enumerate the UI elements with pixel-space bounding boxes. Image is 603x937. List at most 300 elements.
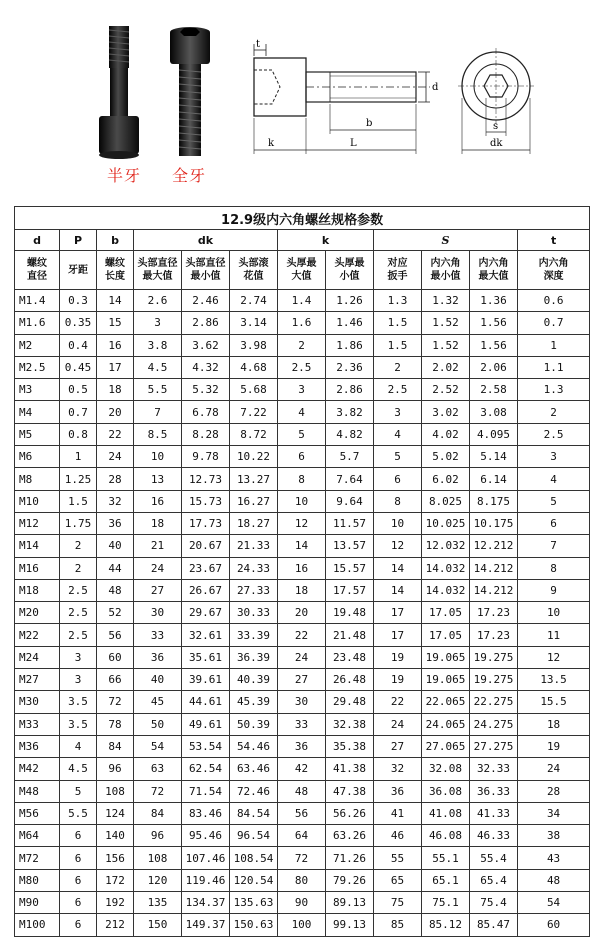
value-cell: 0.8	[60, 423, 97, 445]
value-cell: 85.12	[422, 914, 470, 936]
value-cell: 95.46	[182, 825, 230, 847]
header-d: d	[15, 230, 60, 251]
value-cell: 63.46	[230, 758, 278, 780]
value-cell: 120.54	[230, 869, 278, 891]
value-cell: 13.5	[518, 669, 590, 691]
half-thread-bolt-image	[95, 24, 155, 162]
value-cell: 7	[518, 535, 590, 557]
value-cell: 10.025	[422, 512, 470, 534]
subheader-head-thick-max	[278, 251, 326, 290]
value-cell: 0.4	[60, 334, 97, 356]
value-cell: 26.48	[326, 669, 374, 691]
value-cell: 24	[518, 758, 590, 780]
value-cell: 1.26	[326, 290, 374, 312]
table-row	[15, 669, 590, 691]
size-cell: M22	[15, 624, 60, 646]
value-cell: 14.212	[470, 557, 518, 579]
table-row	[15, 356, 590, 378]
size-cell: M90	[15, 892, 60, 914]
table-row	[15, 535, 590, 557]
value-cell: 72.46	[230, 780, 278, 802]
label-s: s	[493, 121, 499, 132]
value-cell: 29.67	[182, 602, 230, 624]
value-cell: 22	[278, 624, 326, 646]
value-cell: 36	[134, 646, 182, 668]
value-cell: 3	[278, 379, 326, 401]
value-cell: 15	[97, 312, 134, 334]
value-cell: 27.33	[230, 579, 278, 601]
value-cell: 3.8	[134, 334, 182, 356]
value-cell: 4.32	[182, 356, 230, 378]
value-cell: 3.62	[182, 334, 230, 356]
value-cell: 2.6	[134, 290, 182, 312]
value-cell: 14	[97, 290, 134, 312]
table-row	[15, 334, 590, 356]
value-cell: 34	[518, 802, 590, 824]
value-cell: 50	[134, 713, 182, 735]
value-cell: 2.5	[518, 423, 590, 445]
value-cell: 38	[518, 825, 590, 847]
value-cell: 42	[278, 758, 326, 780]
value-cell: 46.08	[422, 825, 470, 847]
value-cell: 89.13	[326, 892, 374, 914]
size-cell: M3	[15, 379, 60, 401]
value-cell: 65	[374, 869, 422, 891]
value-cell: 75	[374, 892, 422, 914]
value-cell: 0.7	[518, 312, 590, 334]
value-cell: 10	[374, 512, 422, 534]
value-cell: 6	[60, 892, 97, 914]
value-cell: 6	[374, 468, 422, 490]
value-cell: 21.33	[230, 535, 278, 557]
value-cell: 17.05	[422, 624, 470, 646]
table-row	[15, 468, 590, 490]
table-row	[15, 512, 590, 534]
size-cell: M36	[15, 735, 60, 757]
value-cell: 18.27	[230, 512, 278, 534]
value-cell: 78	[97, 713, 134, 735]
value-cell: 32	[374, 758, 422, 780]
value-cell: 2.5	[60, 579, 97, 601]
value-cell: 39.61	[182, 669, 230, 691]
value-cell: 27	[278, 669, 326, 691]
size-cell: M100	[15, 914, 60, 936]
value-cell: 17.23	[470, 602, 518, 624]
value-cell: 12	[278, 512, 326, 534]
label-b: b	[366, 118, 373, 129]
value-cell: 84	[134, 802, 182, 824]
value-cell: 19.48	[326, 602, 374, 624]
value-cell: 0.3	[60, 290, 97, 312]
value-cell: 19.065	[422, 646, 470, 668]
value-cell: 13	[134, 468, 182, 490]
value-cell: 2.06	[470, 356, 518, 378]
value-cell: 2.5	[60, 624, 97, 646]
value-cell: 134.37	[182, 892, 230, 914]
table-row	[15, 602, 590, 624]
value-cell: 22.275	[470, 691, 518, 713]
header-illustrations	[0, 0, 603, 200]
value-cell: 54	[134, 735, 182, 757]
value-cell: 29.48	[326, 691, 374, 713]
value-cell: 19	[374, 646, 422, 668]
size-cell: M48	[15, 780, 60, 802]
value-cell: 6	[60, 847, 97, 869]
value-cell: 55.4	[470, 847, 518, 869]
value-cell: 46.33	[470, 825, 518, 847]
header-b: b	[97, 230, 134, 251]
size-cell: M1.4	[15, 290, 60, 312]
value-cell: 10	[134, 446, 182, 468]
value-cell: 11.57	[326, 512, 374, 534]
value-cell: 0.45	[60, 356, 97, 378]
value-cell: 14	[278, 535, 326, 557]
value-cell: 36.33	[470, 780, 518, 802]
subheader-hex-max	[470, 251, 518, 290]
value-cell: 71.54	[182, 780, 230, 802]
value-cell: 5	[278, 423, 326, 445]
value-cell: 8.72	[230, 423, 278, 445]
value-cell: 2.86	[182, 312, 230, 334]
value-cell: 32	[97, 490, 134, 512]
header-dk: dk	[134, 230, 278, 251]
value-cell: 5	[60, 780, 97, 802]
value-cell: 72	[278, 847, 326, 869]
value-cell: 6	[60, 869, 97, 891]
table-row	[15, 869, 590, 891]
value-cell: 15.5	[518, 691, 590, 713]
subheader-line: 最大值	[142, 271, 173, 282]
full-thread-bolt-image	[160, 24, 220, 162]
size-cell: M27	[15, 669, 60, 691]
value-cell: 62.54	[182, 758, 230, 780]
value-cell: 12	[518, 646, 590, 668]
value-cell: 10.22	[230, 446, 278, 468]
value-cell: 16	[278, 557, 326, 579]
size-cell: M64	[15, 825, 60, 847]
size-cell: M33	[15, 713, 60, 735]
value-cell: 54.46	[230, 735, 278, 757]
value-cell: 149.37	[182, 914, 230, 936]
value-cell: 2	[278, 334, 326, 356]
subheader-hex-depth	[518, 251, 590, 290]
value-cell: 41	[374, 802, 422, 824]
subheader-line: 对应	[387, 258, 408, 269]
subheader-line: 头部直径	[137, 258, 178, 269]
value-cell: 140	[97, 825, 134, 847]
subheader-line: 直径	[27, 271, 47, 282]
value-cell: 4	[60, 735, 97, 757]
value-cell: 5.14	[470, 446, 518, 468]
value-cell: 17	[374, 624, 422, 646]
value-cell: 1.4	[278, 290, 326, 312]
value-cell: 41.33	[470, 802, 518, 824]
value-cell: 23.48	[326, 646, 374, 668]
value-cell: 1.3	[518, 379, 590, 401]
value-cell: 108	[134, 847, 182, 869]
value-cell: 99.13	[326, 914, 374, 936]
value-cell: 2.52	[422, 379, 470, 401]
value-cell: 56	[97, 624, 134, 646]
size-cell: M16	[15, 557, 60, 579]
size-cell: M72	[15, 847, 60, 869]
value-cell: 54	[518, 892, 590, 914]
value-cell: 28	[97, 468, 134, 490]
value-cell: 9	[518, 579, 590, 601]
size-cell: M14	[15, 535, 60, 557]
value-cell: 1.75	[60, 512, 97, 534]
value-cell: 4.68	[230, 356, 278, 378]
value-cell: 3	[374, 401, 422, 423]
value-cell: 1.56	[470, 334, 518, 356]
value-cell: 17.23	[470, 624, 518, 646]
value-cell: 66	[97, 669, 134, 691]
value-cell: 84.54	[230, 802, 278, 824]
value-cell: 4.82	[326, 423, 374, 445]
value-cell: 80	[278, 869, 326, 891]
value-cell: 1	[60, 446, 97, 468]
full-thread-label: 全牙	[172, 166, 207, 185]
value-cell: 4.02	[422, 423, 470, 445]
value-cell: 2.86	[326, 379, 374, 401]
value-cell: 16	[134, 490, 182, 512]
value-cell: 7.22	[230, 401, 278, 423]
value-cell: 6	[60, 914, 97, 936]
subheader-line: 螺纹	[105, 258, 125, 269]
value-cell: 18	[518, 713, 590, 735]
table-row	[15, 557, 590, 579]
table-row	[15, 713, 590, 735]
value-cell: 1.52	[422, 312, 470, 334]
value-cell: 40.39	[230, 669, 278, 691]
value-cell: 9.64	[326, 490, 374, 512]
bolt-dimension-drawing	[240, 38, 580, 158]
size-cell: M10	[15, 490, 60, 512]
value-cell: 18	[97, 379, 134, 401]
value-cell: 14	[374, 557, 422, 579]
value-cell: 75.1	[422, 892, 470, 914]
subheader-line: 最小值	[430, 271, 461, 282]
value-cell: 1.5	[60, 490, 97, 512]
subheader-wrench	[374, 251, 422, 290]
subheader-line: 深度	[543, 271, 564, 282]
value-cell: 3.5	[60, 713, 97, 735]
value-cell: 5.5	[60, 802, 97, 824]
subheader-line: 内六角	[430, 258, 461, 269]
value-cell: 21	[134, 535, 182, 557]
value-cell: 2.5	[278, 356, 326, 378]
value-cell: 3.08	[470, 401, 518, 423]
label-k: k	[268, 138, 275, 149]
value-cell: 9.78	[182, 446, 230, 468]
value-cell: 26.67	[182, 579, 230, 601]
value-cell: 96.54	[230, 825, 278, 847]
value-cell: 6.78	[182, 401, 230, 423]
subheader-line: 内六角	[478, 258, 509, 269]
subheader-thread-length	[97, 251, 134, 290]
value-cell: 48	[97, 579, 134, 601]
value-cell: 8.025	[422, 490, 470, 512]
value-cell: 3.82	[326, 401, 374, 423]
value-cell: 60	[97, 646, 134, 668]
size-cell: M1.6	[15, 312, 60, 334]
value-cell: 1.56	[470, 312, 518, 334]
value-cell: 24	[374, 713, 422, 735]
value-cell: 33	[134, 624, 182, 646]
value-cell: 50.39	[230, 713, 278, 735]
value-cell: 85	[374, 914, 422, 936]
value-cell: 41.08	[422, 802, 470, 824]
subheader-line: 最大值	[478, 271, 509, 282]
header-t: t	[518, 230, 590, 251]
header-s: S	[374, 230, 518, 251]
value-cell: 12	[374, 535, 422, 557]
header-p: P	[60, 230, 97, 251]
label-dk: dk	[490, 138, 503, 149]
value-cell: 11	[518, 624, 590, 646]
size-cell: M56	[15, 802, 60, 824]
value-cell: 84	[97, 735, 134, 757]
value-cell: 1.52	[422, 334, 470, 356]
value-cell: 192	[97, 892, 134, 914]
value-cell: 150	[134, 914, 182, 936]
value-cell: 5.68	[230, 379, 278, 401]
value-cell: 24	[134, 557, 182, 579]
value-cell: 3.14	[230, 312, 278, 334]
value-cell: 90	[278, 892, 326, 914]
value-cell: 172	[97, 869, 134, 891]
value-cell: 1.5	[374, 312, 422, 334]
value-cell: 36	[374, 780, 422, 802]
table-row	[15, 490, 590, 512]
value-cell: 119.46	[182, 869, 230, 891]
value-cell: 40	[134, 669, 182, 691]
value-cell: 0.6	[518, 290, 590, 312]
table-row	[15, 914, 590, 936]
value-cell: 24.065	[422, 713, 470, 735]
value-cell: 15.73	[182, 490, 230, 512]
value-cell: 12.73	[182, 468, 230, 490]
value-cell: 49.61	[182, 713, 230, 735]
table-row	[15, 446, 590, 468]
value-cell: 3	[60, 669, 97, 691]
subheader-pitch: 牙距	[60, 251, 97, 290]
value-cell: 27.065	[422, 735, 470, 757]
table-row	[15, 758, 590, 780]
subheader-line: 头部滚	[238, 258, 269, 269]
value-cell: 3.02	[422, 401, 470, 423]
subheader-hex-min	[422, 251, 470, 290]
value-cell: 22	[374, 691, 422, 713]
size-cell: M20	[15, 602, 60, 624]
value-cell: 72	[134, 780, 182, 802]
value-cell: 19.065	[422, 669, 470, 691]
subheader-line: 最小值	[190, 271, 221, 282]
value-cell: 32.38	[326, 713, 374, 735]
value-cell: 30	[278, 691, 326, 713]
value-cell: 21.48	[326, 624, 374, 646]
value-cell: 19.275	[470, 646, 518, 668]
value-cell: 45	[134, 691, 182, 713]
value-cell: 60	[518, 914, 590, 936]
size-cell: M12	[15, 512, 60, 534]
value-cell: 2.36	[326, 356, 374, 378]
value-cell: 107.46	[182, 847, 230, 869]
value-cell: 18	[134, 512, 182, 534]
value-cell: 0.35	[60, 312, 97, 334]
size-cell: M5	[15, 423, 60, 445]
value-cell: 24	[278, 646, 326, 668]
value-cell: 212	[97, 914, 134, 936]
value-cell: 16.27	[230, 490, 278, 512]
value-cell: 15.57	[326, 557, 374, 579]
value-cell: 4.095	[470, 423, 518, 445]
value-cell: 2.74	[230, 290, 278, 312]
value-cell: 12.032	[422, 535, 470, 557]
subheader-head-dia-max	[134, 251, 182, 290]
table-row	[15, 735, 590, 757]
value-cell: 5.32	[182, 379, 230, 401]
value-cell: 1.46	[326, 312, 374, 334]
value-cell: 32.61	[182, 624, 230, 646]
value-cell: 8.28	[182, 423, 230, 445]
value-cell: 27.275	[470, 735, 518, 757]
subheader-line: 头厚最	[334, 258, 365, 269]
value-cell: 2	[374, 356, 422, 378]
table-row	[15, 312, 590, 334]
subheader-thread-diameter	[15, 251, 60, 290]
value-cell: 64	[278, 825, 326, 847]
spec-table	[14, 206, 590, 937]
value-cell: 46	[374, 825, 422, 847]
value-cell: 17	[374, 602, 422, 624]
value-cell: 96	[134, 825, 182, 847]
value-cell: 5.02	[422, 446, 470, 468]
value-cell: 6	[60, 825, 97, 847]
value-cell: 3	[60, 646, 97, 668]
value-cell: 16	[97, 334, 134, 356]
value-cell: 1.25	[60, 468, 97, 490]
value-cell: 55.1	[422, 847, 470, 869]
value-cell: 18	[278, 579, 326, 601]
table-row	[15, 646, 590, 668]
value-cell: 85.47	[470, 914, 518, 936]
value-cell: 7	[134, 401, 182, 423]
value-cell: 7.64	[326, 468, 374, 490]
value-cell: 12.212	[470, 535, 518, 557]
table-row	[15, 579, 590, 601]
size-cell: M8	[15, 468, 60, 490]
value-cell: 4	[278, 401, 326, 423]
subheader-line: 头部直径	[185, 258, 226, 269]
value-cell: 0.5	[60, 379, 97, 401]
subheader-line: 长度	[105, 271, 125, 282]
size-cell: M6	[15, 446, 60, 468]
size-cell: M24	[15, 646, 60, 668]
value-cell: 6	[518, 512, 590, 534]
value-cell: 65.4	[470, 869, 518, 891]
value-cell: 108.54	[230, 847, 278, 869]
value-cell: 22.065	[422, 691, 470, 713]
subheader-line: 头厚最	[286, 258, 317, 269]
half-thread-label: 半牙	[107, 166, 142, 185]
value-cell: 4.5	[134, 356, 182, 378]
value-cell: 4.5	[60, 758, 97, 780]
subheader-line: 螺纹	[27, 258, 47, 269]
table-row	[15, 423, 590, 445]
table-row	[15, 624, 590, 646]
value-cell: 32.33	[470, 758, 518, 780]
